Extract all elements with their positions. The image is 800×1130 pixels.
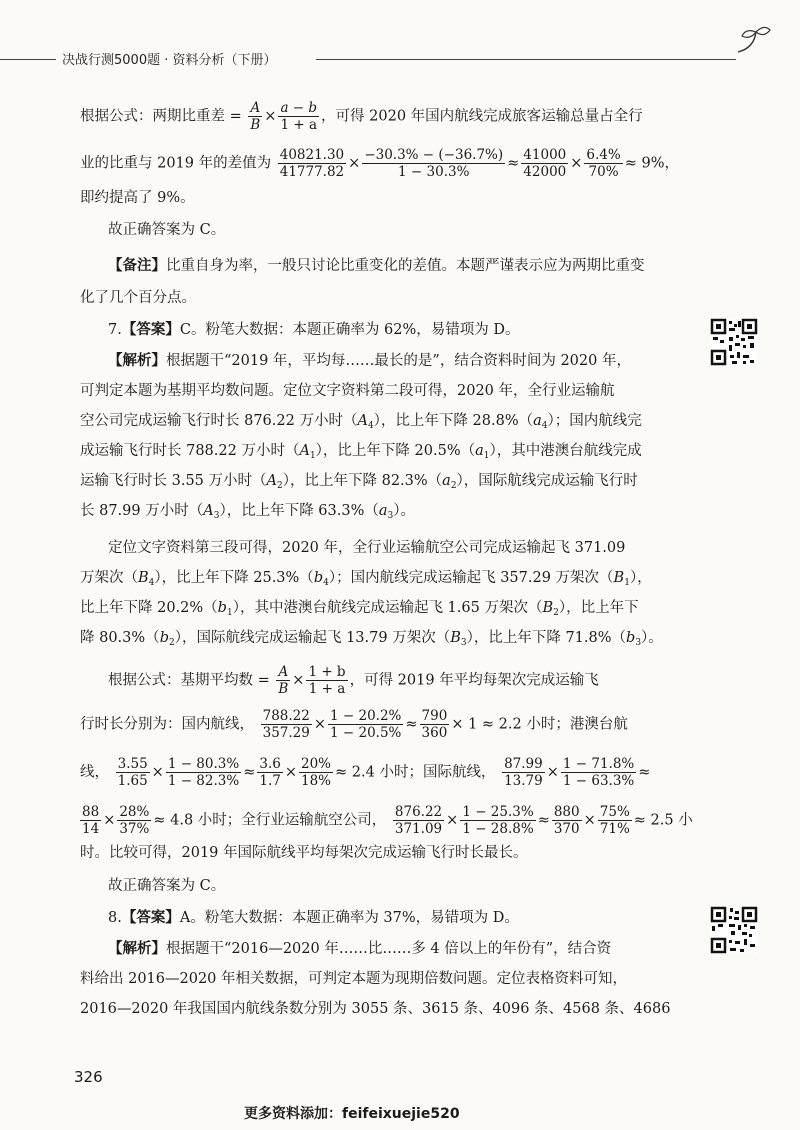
text: 成运输飞行时长 788.22 万小时（ (80, 443, 300, 459)
fraction (117, 804, 151, 837)
var: B (138, 570, 149, 586)
text: 根据公式：两期比重差 = (80, 108, 242, 125)
text: ），比上年下降 25.3%（ (154, 570, 314, 586)
sub: 1 (624, 578, 630, 588)
text: ≈ 4.8 小时；全行业运输航空公司， (153, 812, 387, 829)
num: A (278, 664, 289, 680)
num: a − b (280, 100, 318, 116)
text: ），国际航线完成运输起飞 13.79 万架次（ (174, 630, 451, 646)
times: × (292, 672, 305, 689)
fraction (80, 804, 101, 837)
den: 370 (553, 821, 580, 837)
den: 1 − 63.3% (562, 773, 635, 789)
answer-line: 故正确答案为 C。 (108, 222, 226, 238)
num: 880 (553, 804, 580, 820)
den: B (250, 117, 261, 133)
den: 42000 (523, 164, 567, 180)
num: 87.99 (504, 756, 543, 772)
qr-code-icon[interactable] (710, 906, 758, 954)
note-line: 化了几个百分点。 (80, 290, 196, 306)
sub: 4 (148, 578, 155, 588)
times: × (284, 764, 297, 781)
times: × (348, 155, 361, 172)
header-rule-right (316, 59, 736, 60)
var: b (313, 570, 324, 586)
q7-answer (108, 320, 748, 340)
approx: ≈ (243, 764, 256, 781)
note-tag: 【备注】 (108, 258, 166, 274)
formula-line-2 (80, 147, 720, 180)
times: × (446, 812, 459, 829)
sub: 2 (277, 481, 283, 491)
page-number: 326 (74, 1068, 103, 1086)
text: 行时长分别为：国内航线， (80, 716, 254, 733)
analysis-line (80, 568, 720, 593)
var: a (378, 503, 388, 519)
num: 28% (119, 804, 150, 820)
var: b (217, 600, 227, 616)
sub: 3 (460, 638, 467, 648)
sub: 4 (541, 421, 548, 431)
den: 1.65 (117, 773, 148, 789)
var: B (542, 600, 554, 616)
text: 长 87.99 万小时（ (80, 503, 204, 519)
analysis-line: 时。比较可得，2019 年国际航线平均每架次完成运输飞行时长最长。 (80, 845, 528, 861)
analysis-line (80, 501, 720, 526)
fraction (598, 804, 632, 837)
text: ）；国内航线完 (547, 413, 642, 429)
num: A (250, 100, 261, 116)
footer-note: 更多资料添加：feifeixuejie520 (244, 1106, 460, 1122)
text: ），比上年下 (558, 600, 639, 616)
approx: ≈ (405, 716, 418, 733)
den: 18% (301, 773, 332, 789)
text: 运输飞行时长 3.55 万小时（ (80, 473, 267, 489)
times: × (151, 764, 164, 781)
text: ），国际航线完成运输飞行时 (456, 473, 638, 489)
den: 1 − 28.8% (462, 821, 534, 837)
num: 1 + b (308, 664, 346, 680)
text: ）。 (641, 630, 663, 646)
den: B (278, 681, 289, 697)
qr-code-icon[interactable] (710, 318, 758, 366)
den: 371.09 (394, 821, 443, 837)
fraction (552, 804, 582, 837)
fraction (460, 804, 535, 837)
text: 线， (80, 764, 109, 781)
analysis-tag: 【解析】 (108, 353, 166, 369)
num: 876.22 (394, 804, 443, 820)
text: ）。 (393, 503, 416, 519)
question-number: 8. (108, 910, 122, 926)
answer-tag: 【答案】 (121, 322, 180, 338)
den: 70% (588, 164, 619, 180)
analysis-line (108, 351, 748, 371)
fraction (362, 147, 505, 180)
num: 6.4% (586, 147, 621, 163)
fraction (116, 756, 150, 789)
text: ≈ 2.4 小时；国际航线， (335, 764, 496, 781)
den: 71% (599, 821, 630, 837)
approx: ≈ (507, 155, 520, 172)
num: −30.3% − (−36.7%) (364, 147, 504, 163)
text: ），比上年下降 20.5%（ (315, 443, 476, 459)
fraction (521, 147, 568, 180)
answer-line: 故正确答案为 C。 (108, 878, 226, 894)
var: A (357, 413, 368, 429)
num: 1 − 71.8% (562, 756, 635, 772)
var: a (442, 473, 451, 489)
fraction (278, 147, 346, 180)
text: 根据题干“2016—2020 年……比……多 4 倍以上的年份有”，结合资 (166, 941, 612, 957)
sub: 2 (168, 638, 175, 648)
analysis-line (108, 939, 748, 959)
fraction (584, 147, 622, 180)
text: 比上年下降 20.2%（ (80, 600, 218, 616)
analysis-line: 定位文字资料第三段可得，2020 年，全行业运输航空公司完成运输起飞 371.09 (108, 540, 626, 556)
text: C。粉笔大数据：本题正确率为 62%，易错项为 D。 (179, 322, 520, 338)
sub: 3 (213, 511, 220, 521)
approx: ≈ (537, 812, 550, 829)
analysis-line (80, 441, 720, 466)
num: 790 (421, 708, 448, 724)
text: ），比上年下降 82.3%（ (282, 473, 443, 489)
analysis-line: 可判定本题为基期平均数问题。定位文字资料第二段可得，2020 年，全行业运输航 (80, 383, 615, 399)
var: b (626, 630, 636, 646)
sub: 1 (483, 451, 490, 461)
analysis-tag: 【解析】 (108, 941, 166, 957)
var: A (299, 443, 310, 459)
fraction (502, 756, 545, 789)
den: 360 (421, 725, 448, 741)
text: ），比上年下降 63.3%（ (219, 503, 379, 519)
num: 1 − 25.3% (462, 804, 534, 820)
var: b (159, 630, 169, 646)
text: 空公司完成运输飞行时长 876.22 万小时（ (80, 413, 358, 429)
text: 降 80.3%（ (80, 630, 160, 646)
analysis-line: 料给出 2016—2020 年相关数据，可判定本题为现期倍数问题。定位表格资料可知， (80, 971, 628, 987)
var: a (475, 443, 484, 459)
fraction (248, 100, 262, 133)
num: 20% (301, 756, 332, 772)
formula-line (80, 708, 720, 741)
fraction (261, 708, 312, 741)
den: 357.29 (262, 725, 310, 741)
fraction (328, 708, 403, 741)
num: 1 − 80.3% (167, 756, 240, 772)
text: ），比上年下降 28.8%（ (373, 413, 534, 429)
text: 根据题干“2019 年，平均每……最长的是”，结合资料时间为 2020 年， (166, 353, 631, 369)
text: 根据公式：基期平均数 = (108, 672, 270, 689)
sub: 4 (367, 421, 374, 431)
sub: 1 (309, 451, 316, 461)
den: 37% (119, 821, 150, 837)
formula-line (80, 756, 720, 789)
analysis-line (80, 628, 720, 653)
text: 万架次（ (80, 570, 138, 586)
num: 788.22 (262, 708, 310, 724)
var: B (613, 570, 625, 586)
num: 3.6 (259, 756, 281, 772)
text: ），比上年下降 71.8%（ (466, 630, 627, 646)
running-header (0, 47, 800, 71)
analysis-line (80, 598, 720, 623)
num: 41000 (523, 147, 567, 163)
var: A (266, 473, 277, 489)
sub: 1 (226, 608, 233, 618)
den: 1 − 20.5% (330, 725, 402, 741)
times: × (546, 764, 559, 781)
paragraph-line: 即约提高了 9%。 (80, 190, 195, 206)
fraction (561, 756, 636, 789)
text: ），其中港澳台航线完成 (489, 443, 642, 459)
num: 88 (82, 804, 100, 820)
times: × (313, 716, 327, 733)
times: × (570, 155, 583, 172)
num: 3.55 (117, 756, 148, 772)
num: 75% (599, 804, 630, 820)
den: 41777.82 (279, 164, 345, 180)
num: 40821.30 (279, 147, 345, 163)
fraction (299, 756, 333, 789)
header-rule-left (0, 59, 56, 60)
analysis-line (80, 471, 720, 496)
sub: 2 (450, 481, 457, 491)
fraction (257, 756, 282, 789)
fraction (166, 756, 241, 789)
text: ），其中港澳台航线完成运输起飞 1.65 万架次（ (232, 600, 543, 616)
den: 1 − 82.3% (167, 773, 240, 789)
text: ，可得 2019 年平均每架次完成运输飞 (349, 672, 599, 689)
den: 14 (82, 821, 100, 837)
text: 比重自身为率，一般只讨论比重变化的差值。本题严谨表示应为两期比重变 (166, 258, 645, 274)
answer-tag: 【答案】 (121, 910, 180, 926)
den: 1.7 (259, 773, 281, 789)
var: a (533, 413, 542, 429)
fraction (276, 664, 290, 697)
sub: 3 (387, 511, 394, 521)
note-line (108, 256, 748, 276)
var: A (203, 503, 214, 519)
times: × (583, 812, 596, 829)
analysis-line: 2016—2020 年我国国内航线条数分别为 3055 条、3615 条、4096 条、4568 条、4686 (80, 1001, 671, 1017)
formula-line (108, 664, 748, 697)
text: A。粉笔大数据：本题正确率为 37%，易错项为 D。 (179, 910, 519, 926)
leaf-ornament-icon (734, 22, 774, 58)
header-title: 决战行测5000题 · 资料分析（下册） (62, 53, 277, 68)
den: 1 − 30.3% (398, 164, 470, 180)
q8-answer (108, 908, 748, 928)
den: 13.79 (504, 773, 543, 789)
num: 1 − 20.2% (330, 708, 402, 724)
text: ）；国内航线完成运输起飞 357.29 万架次（ (328, 570, 614, 586)
text: × 1 ≈ 2.2 小时；港澳台航 (451, 716, 628, 733)
den: 1 + a (308, 681, 346, 697)
fraction (420, 708, 450, 741)
sub: 3 (635, 638, 642, 648)
fraction (393, 804, 444, 837)
sub: 4 (323, 578, 329, 588)
den: 1 + a (280, 117, 318, 133)
text: ，可得 2020 年国内航线完成旅客运输总量占全行 (321, 108, 643, 125)
formula-line-1 (80, 100, 720, 133)
text: ）， (629, 570, 652, 586)
times: × (264, 108, 277, 125)
fraction (278, 100, 319, 133)
question-number: 7. (108, 322, 122, 338)
analysis-line (80, 411, 720, 436)
text: ≈ 2.5 小 (633, 812, 693, 829)
formula-line (80, 804, 720, 837)
text: ≈ 9%， (624, 155, 679, 172)
fraction (306, 664, 347, 697)
times: × (103, 812, 116, 829)
approx: ≈ (638, 764, 651, 781)
sub: 2 (553, 608, 559, 618)
var: B (450, 630, 461, 646)
text: 业的比重与 2019 年的差值为 (80, 155, 272, 172)
